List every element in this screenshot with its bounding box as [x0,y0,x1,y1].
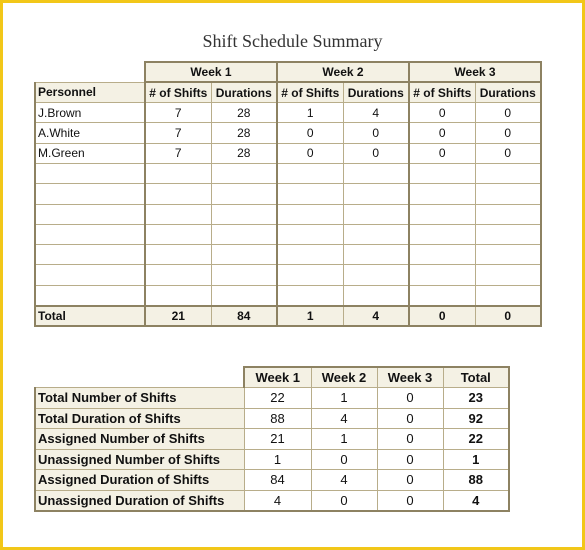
shifts-cell: 0 [277,143,343,163]
shifts-cell [277,224,343,244]
total-cell: 0 [409,306,475,326]
durations-cell [211,184,277,204]
personnel-row [35,184,541,204]
personnel-name: A.White [35,123,145,143]
summary-row [35,388,509,409]
durations-cell [211,245,277,265]
summary-value-cell: 4 [311,470,377,491]
shifts-cell [145,265,211,285]
summary-value-cell: 22 [244,388,311,409]
shifts-cell [145,285,211,305]
summary-total-cell: 22 [443,429,509,450]
total-cell: 1 [277,306,343,326]
durations-cell: 0 [475,123,541,143]
shifts-cell [409,224,475,244]
shifts-cell [145,204,211,224]
durations-cell [475,285,541,305]
shifts-cell [277,245,343,265]
durations-cell [475,163,541,183]
shift-schedule-table [34,61,542,327]
shifts-cell [409,163,475,183]
durations-cell: 28 [211,103,277,123]
durations-cell [343,224,409,244]
summary-row [35,429,509,450]
durations-cell: 4 [343,103,409,123]
summary-total-cell: 92 [443,408,509,429]
summary-value-cell: 0 [377,490,443,511]
personnel-row [35,143,541,163]
shifts-cell: 0 [409,123,475,143]
shifts-cell [409,245,475,265]
durations-cell [475,224,541,244]
week-header: Week 2 [277,62,409,82]
shifts-cell [145,163,211,183]
summary-label: Total Duration of Shifts [35,408,244,429]
shifts-cell: 7 [145,143,211,163]
durations-cell [343,204,409,224]
column-header-row [35,82,541,102]
personnel-name [35,163,145,183]
shifts-cell [277,204,343,224]
durations-cell: 28 [211,123,277,143]
durations-cell [211,204,277,224]
summary-label: Unassigned Number of Shifts [35,449,244,470]
shifts-cell [277,184,343,204]
durations-header: Durations [343,82,409,102]
personnel-name [35,245,145,265]
week-header: Week 3 [409,62,541,82]
summary-value-cell: 0 [311,449,377,470]
summary-row [35,449,509,470]
personnel-row [35,224,541,244]
durations-cell [211,224,277,244]
total-cell: 84 [211,306,277,326]
summary-label: Assigned Duration of Shifts [35,470,244,491]
durations-cell [343,265,409,285]
shifts-cell [145,184,211,204]
week-header-row [35,62,541,82]
summary-value-cell: 0 [377,429,443,450]
summary-value-cell: 88 [244,408,311,429]
shifts-cell: 7 [145,103,211,123]
summary-value-cell: 0 [377,408,443,429]
durations-cell: 0 [475,143,541,163]
durations-cell [343,163,409,183]
summary-header: Week 3 [377,367,443,388]
summary-total-cell: 1 [443,449,509,470]
personnel-row [35,285,541,305]
summary-total-cell: 88 [443,470,509,491]
summary-label: Unassigned Duration of Shifts [35,490,244,511]
personnel-row [35,245,541,265]
personnel-name [35,265,145,285]
durations-cell [475,204,541,224]
personnel-name: M.Green [35,143,145,163]
total-label: Total [35,306,145,326]
durations-header: Durations [211,82,277,102]
summary-value-cell: 4 [244,490,311,511]
summary-total-cell: 4 [443,490,509,511]
personnel-header: Personnel [35,82,145,102]
summary-header: Week 1 [244,367,311,388]
summary-value-cell: 0 [377,449,443,470]
summary-value-cell: 1 [311,388,377,409]
summary-value-cell: 21 [244,429,311,450]
shifts-cell [409,204,475,224]
personnel-row [35,163,541,183]
personnel-row [35,103,541,123]
summary-label: Assigned Number of Shifts [35,429,244,450]
durations-header: Durations [475,82,541,102]
shifts-cell [145,245,211,265]
summary-value-cell: 1 [311,429,377,450]
personnel-row [35,265,541,285]
personnel-name [35,204,145,224]
blank-cell [35,62,145,82]
blank-cell [35,367,244,388]
summary-row [35,490,509,511]
durations-cell: 0 [343,143,409,163]
summary-value-cell: 1 [244,449,311,470]
shifts-header: # of Shifts [145,82,211,102]
summary-value-cell: 0 [311,490,377,511]
shifts-cell [409,265,475,285]
shifts-cell: 0 [409,103,475,123]
summary-row [35,470,509,491]
summary-total-cell: 23 [443,388,509,409]
total-cell: 0 [475,306,541,326]
summary-label: Total Number of Shifts [35,388,244,409]
summary-value-cell: 84 [244,470,311,491]
summary-value-cell: 4 [311,408,377,429]
page-title: Shift Schedule Summary [202,31,383,51]
shifts-cell [277,285,343,305]
durations-cell [475,184,541,204]
durations-cell [211,265,277,285]
summary-header-row [35,367,509,388]
durations-cell [343,285,409,305]
shifts-cell [277,265,343,285]
shifts-header: # of Shifts [409,82,475,102]
summary-row [35,408,509,429]
week-header: Week 1 [145,62,277,82]
total-cell: 4 [343,306,409,326]
durations-cell [475,245,541,265]
shifts-cell: 7 [145,123,211,143]
personnel-name [35,224,145,244]
shifts-cell [409,285,475,305]
summary-value-cell: 0 [377,470,443,491]
shifts-cell: 0 [409,143,475,163]
summary-value-cell: 0 [377,388,443,409]
durations-cell [475,265,541,285]
durations-cell [343,184,409,204]
summary-header: Week 2 [311,367,377,388]
durations-cell: 0 [475,103,541,123]
durations-cell [211,285,277,305]
shifts-cell: 0 [277,123,343,143]
personnel-row [35,204,541,224]
shifts-cell: 1 [277,103,343,123]
summary-header: Total [443,367,509,388]
durations-cell: 28 [211,143,277,163]
shifts-header: # of Shifts [277,82,343,102]
personnel-row [35,123,541,143]
personnel-name [35,184,145,204]
shifts-cell [409,184,475,204]
shifts-cell [277,163,343,183]
summary-table [34,366,510,512]
durations-cell [343,245,409,265]
total-row [35,306,541,326]
personnel-name [35,285,145,305]
durations-cell [211,163,277,183]
personnel-name: J.Brown [35,103,145,123]
durations-cell: 0 [343,123,409,143]
total-cell: 21 [145,306,211,326]
shifts-cell [145,224,211,244]
